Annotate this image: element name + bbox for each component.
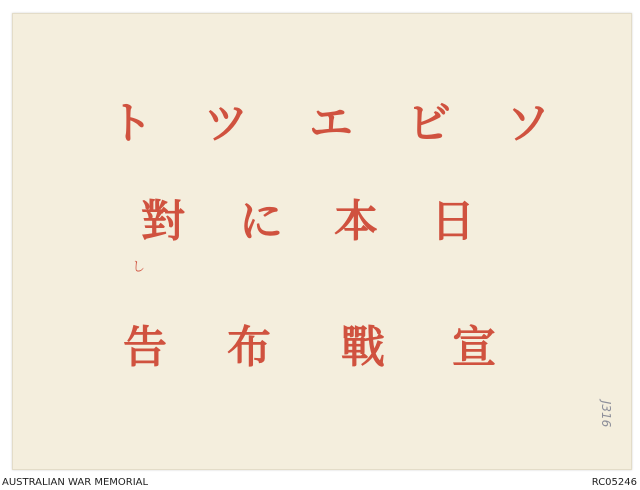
leaflet-char: 本 xyxy=(334,196,378,247)
leaflet-line-2 xyxy=(13,192,631,252)
leaflet-annotation: し xyxy=(132,260,146,275)
leaflet-char: 日 xyxy=(431,196,475,247)
leaflet-char: ソ xyxy=(506,98,550,149)
leaflet-line-3 xyxy=(13,318,631,378)
leaflet-char: ビ xyxy=(407,98,451,149)
leaflet-line-1 xyxy=(13,94,631,154)
leaflet-char: 對 xyxy=(141,196,185,247)
leaflet-char: 布 xyxy=(227,322,271,373)
leaflet-char: 告 xyxy=(123,322,167,373)
catalogue-mark: J316 xyxy=(599,400,614,428)
item-id: RC05246 xyxy=(591,477,637,488)
leaflet-char: 戰 xyxy=(341,322,385,373)
leaflet-char: に xyxy=(239,196,283,247)
leaflet-char: ト xyxy=(109,98,153,149)
leaflet-paper xyxy=(12,13,632,470)
institution-credit: AUSTRALIAN WAR MEMORIAL xyxy=(2,477,149,488)
leaflet-char: 宣 xyxy=(452,322,496,373)
leaflet-char: ツ xyxy=(204,98,248,149)
leaflet-char: エ xyxy=(309,98,353,149)
